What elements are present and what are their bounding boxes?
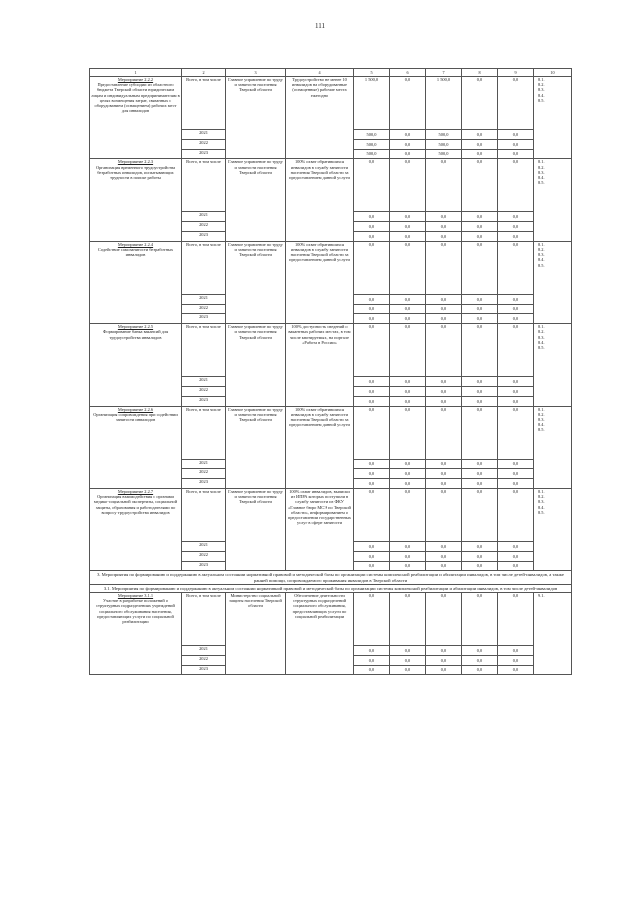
- amount-cell: 0,0: [426, 469, 462, 479]
- amount-cell: 0,0: [390, 77, 426, 130]
- column-number: 8: [462, 69, 498, 77]
- indicator-codes: 8.1. 8.2. 8.3. 8.4. 8.5.: [534, 324, 572, 406]
- amount-cell: 0,0: [462, 396, 498, 406]
- measure-title: Мероприятие 2.2.2: [117, 77, 154, 82]
- amount-cell: 0,0: [462, 377, 498, 387]
- amount-cell: 0,0: [462, 314, 498, 324]
- amount-cell: 0,0: [498, 222, 534, 232]
- amount-cell: 0,0: [390, 294, 426, 304]
- year-cell: 2022: [182, 655, 226, 665]
- amount-cell: 0,0: [354, 294, 390, 304]
- column-number: 10: [534, 69, 572, 77]
- year-cell: 2021: [182, 212, 226, 222]
- amount-cell: 0,0: [462, 77, 498, 130]
- measure-name: [90, 159, 182, 241]
- amount-cell: 0,0: [390, 212, 426, 222]
- amount-cell: 0,0: [498, 655, 534, 665]
- amount-cell: 0,0: [390, 469, 426, 479]
- amount-cell: 0,0: [462, 665, 498, 675]
- amount-cell: 0,0: [498, 406, 534, 459]
- amount-cell: 0,0: [426, 541, 462, 551]
- measure-title: Мероприятие 2.2.7: [117, 488, 154, 494]
- amount-cell: 0,0: [462, 459, 498, 469]
- amount-cell: 0,0: [426, 645, 462, 655]
- amount-cell: 0,0: [354, 377, 390, 387]
- amount-cell: 0,0: [498, 304, 534, 314]
- amount-cell: 0,0: [354, 314, 390, 324]
- indicator-codes: 9.1.: [534, 592, 572, 674]
- measure-description: Организация взаимодействия с органами медико-социальной экспертизы, социальной защиты, образования и работодателями по вопросу трудоустройства инвалидов: [93, 494, 178, 515]
- amount-cell: 0,0: [390, 231, 426, 241]
- amount-cell: 0,0: [462, 149, 498, 159]
- column-number: 3: [226, 69, 286, 77]
- indicator-codes: 8.1. 8.2. 8.3. 8.4. 8.5.: [534, 159, 572, 241]
- measure-description: Организация сопровождения при содействии занятости инвалидов: [93, 411, 178, 422]
- amount-cell: 0,0: [498, 314, 534, 324]
- amount-cell: 0,0: [498, 561, 534, 571]
- amount-cell: 0,0: [390, 377, 426, 387]
- amount-cell: 0,0: [390, 406, 426, 459]
- amount-cell: 0,0: [498, 396, 534, 406]
- amount-cell: 0,0: [462, 645, 498, 655]
- amount-cell: 500,0: [354, 149, 390, 159]
- amount-cell: 0,0: [462, 222, 498, 232]
- amount-cell: 0,0: [426, 212, 462, 222]
- amount-cell: 500,0: [426, 139, 462, 149]
- amount-cell: 0,0: [426, 304, 462, 314]
- executor: Главное управление по труду и занятости населения Тверской области: [226, 488, 286, 570]
- amount-cell: 0,0: [462, 159, 498, 212]
- amount-cell: 0,0: [354, 241, 390, 294]
- amount-cell: 0,0: [498, 386, 534, 396]
- amount-cell: 0,0: [426, 488, 462, 541]
- amount-cell: 0,0: [354, 459, 390, 469]
- indicator: Обеспечение деятельности структурных подразделений социального обслуживания, предоставляющих услуги по социальной реабилитации: [286, 592, 354, 674]
- section-row: [90, 584, 572, 592]
- amount-cell: 0,0: [390, 139, 426, 149]
- indicator-codes: 8.1. 8.2. 8.3. 8.4. 8.5.: [534, 406, 572, 488]
- column-number: 1: [90, 69, 182, 77]
- amount-cell: 0,0: [390, 479, 426, 489]
- amount-cell: 0,0: [498, 479, 534, 489]
- amount-cell: 0,0: [498, 241, 534, 294]
- measure-description: Предоставление субсидии из областного бюджета Тверской области юридическим лицам и индивидуальным предпринимателям в целях возмещения затрат, связанных с оборудованием (оснащением) рабочих мест для инвалидов: [91, 82, 180, 114]
- amount-cell: 0,0: [390, 324, 426, 377]
- amount-cell: 1 500,0: [426, 77, 462, 130]
- amount-cell: 0,0: [462, 139, 498, 149]
- amount-cell: 0,0: [462, 655, 498, 665]
- year-cell: 2022: [182, 304, 226, 314]
- amount-cell: 0,0: [498, 159, 534, 212]
- year-cell: 2021: [182, 294, 226, 304]
- amount-cell: 0,0: [426, 655, 462, 665]
- section-heading: 3.1. Мероприятия по формированию и поддержанию в актуальном состоянии нормативной правовой и методической базы по организации системы комплексной реабилитации и абилитации инвалидов, в том числе детей-инвалидов: [90, 584, 572, 592]
- column-number: 2: [182, 69, 226, 77]
- table-row: [90, 77, 572, 130]
- amount-cell: 0,0: [498, 149, 534, 159]
- column-number: 6: [390, 69, 426, 77]
- amount-cell: 0,0: [426, 377, 462, 387]
- amount-cell: 1 500,0: [354, 77, 390, 130]
- amount-cell: 0,0: [498, 541, 534, 551]
- amount-cell: 0,0: [390, 561, 426, 571]
- amount-cell: 0,0: [426, 479, 462, 489]
- table-row: [90, 406, 572, 459]
- amount-cell: 500,0: [426, 130, 462, 140]
- amount-cell: 0,0: [426, 551, 462, 561]
- amount-cell: 0,0: [462, 551, 498, 561]
- section-heading: 3. Мероприятия по формированию и поддержанию в актуальном состоянии нормативной правовой и методической базы по организации системы комплексной реабилитации и абилитации инвалидов, в том числе детей-инвалидов, а также ранней помощи, сопровождаемого проживания инвалидов в Тверской области: [90, 571, 572, 584]
- year-cell: 2022: [182, 222, 226, 232]
- year-cell: 2023: [182, 314, 226, 324]
- amount-cell: 0,0: [390, 396, 426, 406]
- measure-name: [90, 406, 182, 488]
- year-cell: 2023: [182, 149, 226, 159]
- amount-cell: 0,0: [498, 77, 534, 130]
- indicator: 100% охват инвалидов, выписки из ИПРА которых поступили в службу занятости из ФКУ «Главное бюро МСЭ по Тверской области», информированием о предоставлении государственных услуг в сфере занятости: [286, 488, 354, 570]
- year-cell: 2023: [182, 561, 226, 571]
- measure-name: [90, 488, 182, 570]
- indicator: Трудоустройство не менее 10 инвалидов на оборудованные (оснащенные) рабочие места ежегодно: [286, 77, 354, 159]
- amount-cell: 0,0: [498, 231, 534, 241]
- amount-cell: 0,0: [426, 459, 462, 469]
- amount-cell: 0,0: [354, 159, 390, 212]
- amount-cell: 0,0: [390, 488, 426, 541]
- amount-cell: 0,0: [462, 241, 498, 294]
- amount-cell: 0,0: [390, 665, 426, 675]
- year-cell: 2022: [182, 386, 226, 396]
- amount-cell: 0,0: [354, 551, 390, 561]
- amount-cell: 0,0: [354, 304, 390, 314]
- total-label: Всего, в том числе: [182, 241, 226, 294]
- amount-cell: 0,0: [462, 304, 498, 314]
- amount-cell: 0,0: [354, 645, 390, 655]
- year-cell: 2021: [182, 541, 226, 551]
- page-number: 111: [315, 22, 325, 30]
- table-body: [90, 69, 572, 675]
- executor: Главное управление по труду и занятости населения Тверской области: [226, 324, 286, 406]
- measure-title: Мероприятие 2.2.3: [117, 159, 154, 165]
- amount-cell: 0,0: [462, 294, 498, 304]
- amount-cell: 0,0: [390, 241, 426, 294]
- measure-description: Формирование банка вакансий для трудоустройства инвалидов: [102, 329, 169, 340]
- year-cell: 2022: [182, 469, 226, 479]
- amount-cell: 0,0: [354, 212, 390, 222]
- measure-name: [90, 77, 182, 159]
- amount-cell: 0,0: [462, 386, 498, 396]
- measure-name: [90, 241, 182, 323]
- amount-cell: 0,0: [462, 469, 498, 479]
- amount-cell: 0,0: [390, 592, 426, 645]
- total-label: Всего, в том числе: [182, 406, 226, 459]
- amount-cell: 0,0: [390, 314, 426, 324]
- amount-cell: 0,0: [390, 655, 426, 665]
- amount-cell: 0,0: [354, 406, 390, 459]
- amount-cell: 0,0: [462, 212, 498, 222]
- indicator: 100% охват обратившихся инвалидов в службу занятости населения Тверской области за предоставлением данной услуги: [286, 406, 354, 488]
- amount-cell: 0,0: [426, 406, 462, 459]
- year-cell: 2021: [182, 130, 226, 140]
- year-cell: 2023: [182, 396, 226, 406]
- amount-cell: 0,0: [354, 561, 390, 571]
- amount-cell: 0,0: [354, 222, 390, 232]
- amount-cell: 0,0: [462, 561, 498, 571]
- total-label: Всего, в том числе: [182, 159, 226, 212]
- amount-cell: 0,0: [462, 541, 498, 551]
- table-row: [90, 592, 572, 645]
- measure-description: Организация временного трудоустройства безработных инвалидов, испытывающих трудности в поиске работы: [95, 164, 176, 180]
- amount-cell: 0,0: [426, 294, 462, 304]
- amount-cell: 0,0: [462, 231, 498, 241]
- table-row: [90, 488, 572, 541]
- amount-cell: 0,0: [426, 314, 462, 324]
- amount-cell: 0,0: [390, 541, 426, 551]
- amount-cell: 0,0: [426, 592, 462, 645]
- executor: Главное управление по труду и занятости населения Тверской области: [226, 77, 286, 159]
- indicator-codes: 8.1. 8.2. 8.3. 8.4. 8.5.: [534, 488, 572, 570]
- amount-cell: 0,0: [390, 459, 426, 469]
- measure-title: Мероприятие 2.2.4: [117, 241, 154, 247]
- header-row: [90, 69, 572, 77]
- measure-title: Мероприятие 2.2.6: [117, 406, 154, 412]
- amount-cell: 500,0: [354, 130, 390, 140]
- year-cell: 2021: [182, 377, 226, 387]
- amount-cell: 0,0: [390, 222, 426, 232]
- table-row: [90, 159, 572, 212]
- amount-cell: 0,0: [354, 386, 390, 396]
- amount-cell: 0,0: [462, 592, 498, 645]
- amount-cell: 0,0: [426, 241, 462, 294]
- amount-cell: 0,0: [390, 159, 426, 212]
- amount-cell: 0,0: [354, 396, 390, 406]
- amount-cell: 0,0: [426, 231, 462, 241]
- amount-cell: 0,0: [498, 665, 534, 675]
- amount-cell: 0,0: [390, 149, 426, 159]
- executor: Министерство социальной защиты населения Тверской области: [226, 592, 286, 674]
- amount-cell: 0,0: [354, 665, 390, 675]
- program-measures-table: [89, 68, 572, 675]
- amount-cell: 0,0: [498, 377, 534, 387]
- section-row: [90, 571, 572, 584]
- measure-description: Участие в разработке положений о структурных подразделениях учреждений социального обслуживания населения, предоставляющих услуги по социальной реабилитации: [96, 598, 175, 624]
- amount-cell: 0,0: [462, 406, 498, 459]
- total-label: Всего, в том числе: [182, 324, 226, 377]
- year-cell: 2021: [182, 645, 226, 655]
- amount-cell: 0,0: [498, 459, 534, 469]
- total-label: Всего, в том числе: [182, 592, 226, 645]
- indicator: 100% охват обратившихся инвалидов в службу занятости населения Тверской области за предоставлением данной услуги: [286, 241, 354, 323]
- amount-cell: 0,0: [354, 479, 390, 489]
- measure-title: Мероприятие 3.1.1: [117, 592, 154, 598]
- amount-cell: 0,0: [426, 222, 462, 232]
- amount-cell: 0,0: [462, 130, 498, 140]
- amount-cell: 500,0: [426, 149, 462, 159]
- total-label: Всего, в том числе: [182, 488, 226, 541]
- amount-cell: 0,0: [498, 212, 534, 222]
- indicator: 100% охват обратившихся инвалидов в службу занятости населения Тверской области за предоставлением данной услуги: [286, 159, 354, 241]
- amount-cell: 0,0: [390, 130, 426, 140]
- amount-cell: 0,0: [354, 231, 390, 241]
- amount-cell: 0,0: [498, 294, 534, 304]
- year-cell: 2023: [182, 479, 226, 489]
- year-cell: 2023: [182, 665, 226, 675]
- column-number: 5: [354, 69, 390, 77]
- year-cell: 2022: [182, 551, 226, 561]
- amount-cell: 0,0: [498, 469, 534, 479]
- amount-cell: 0,0: [498, 324, 534, 377]
- indicator-codes: 8.1. 8.2. 8.3. 8.4. 8.5.: [534, 241, 572, 323]
- amount-cell: 0,0: [354, 488, 390, 541]
- amount-cell: 0,0: [354, 541, 390, 551]
- total-label: Всего, в том числе: [182, 77, 226, 130]
- table-row: [90, 241, 572, 294]
- executor: Главное управление по труду и занятости населения Тверской области: [226, 241, 286, 323]
- executor: Главное управление по труду и занятости населения Тверской области: [226, 406, 286, 488]
- amount-cell: 0,0: [354, 592, 390, 645]
- amount-cell: 0,0: [498, 139, 534, 149]
- column-number: 4: [286, 69, 354, 77]
- amount-cell: 0,0: [426, 665, 462, 675]
- amount-cell: 0,0: [390, 645, 426, 655]
- amount-cell: 0,0: [426, 396, 462, 406]
- amount-cell: 0,0: [426, 159, 462, 212]
- amount-cell: 0,0: [498, 551, 534, 561]
- measure-name: [90, 592, 182, 674]
- amount-cell: 0,0: [426, 386, 462, 396]
- amount-cell: 0,0: [426, 324, 462, 377]
- amount-cell: 0,0: [498, 488, 534, 541]
- column-number: 9: [498, 69, 534, 77]
- executor: Главное управление по труду и занятости населения Тверской области: [226, 159, 286, 241]
- year-cell: 2023: [182, 231, 226, 241]
- amount-cell: 0,0: [390, 304, 426, 314]
- amount-cell: 0,0: [498, 130, 534, 140]
- amount-cell: 0,0: [462, 479, 498, 489]
- indicator: 100% доступность сведений о вакантных рабочих местах, в том числе квотируемых, на портале «Работа в России»: [286, 324, 354, 406]
- amount-cell: 0,0: [462, 324, 498, 377]
- measure-description: Содействие самозанятости безработных инвалидов: [97, 246, 174, 258]
- amount-cell: 0,0: [426, 561, 462, 571]
- amount-cell: 0,0: [354, 655, 390, 665]
- amount-cell: 0,0: [498, 645, 534, 655]
- amount-cell: 0,0: [498, 592, 534, 645]
- amount-cell: 500,0: [354, 139, 390, 149]
- measure-name: [90, 324, 182, 406]
- amount-cell: 0,0: [390, 551, 426, 561]
- table-row: [90, 324, 572, 377]
- indicator-codes: 8.1. 8.2. 8.3. 8.4. 8.5.: [534, 77, 572, 159]
- measure-title: Мероприятие 2.2.5: [117, 324, 154, 330]
- year-cell: 2021: [182, 459, 226, 469]
- year-cell: 2022: [182, 139, 226, 149]
- amount-cell: 0,0: [354, 469, 390, 479]
- amount-cell: 0,0: [462, 488, 498, 541]
- amount-cell: 0,0: [390, 386, 426, 396]
- column-number: 7: [426, 69, 462, 77]
- amount-cell: 0,0: [354, 324, 390, 377]
